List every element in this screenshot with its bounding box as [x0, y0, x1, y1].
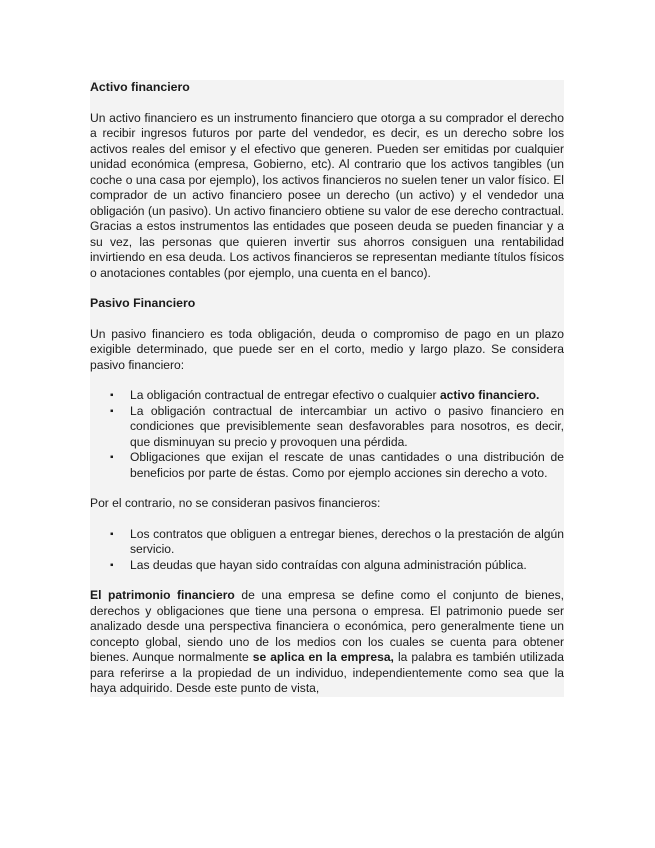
- list-item: [90, 527, 564, 558]
- list-item: [90, 450, 564, 481]
- list-item-text: Los contratos que obliguen a entregar bienes, derechos o la prestación de algún servicio.: [130, 526, 564, 556]
- list-item-text: Las deudas que hayan sido contraídas con alguna administración pública.: [130, 557, 527, 572]
- patrimonio-bold-mid: se aplica en la empresa,: [252, 650, 394, 664]
- list-item-text: Obligaciones que exijan el rescate de unas cantidades o una distribución de beneficios por parte de éstas. Como por ejemplo acciones sin derecho a voto.: [130, 450, 564, 480]
- bullet-icon: ▪: [110, 528, 114, 540]
- list-item: [90, 388, 564, 404]
- paragraph-activo: Un activo financiero es un instrumento financiero que otorga a su comprador el derecho a recibir ingresos futuros por parte del vendedor, es decir, es un derecho sobre los activos reales del emisor y el efectivo que generen. Pueden ser emitidas por cualquier unidad económica (empresa, Gobierno, etc). Al contrario que los activos tangibles (un coche o una casa por ejemplo), los activos financieros no suelen tener un valor físico. El comprador de un activo financiero posee un derecho (un activo) y el vendedor una obligación (un pasivo). Un activo financiero obtiene su valor de ese derecho contractual. Gracias a estos instrumentos las entidades que poseen deuda se pueden financiar y a su vez, las personas que quieren invertir sus ahorros consiguen una rentabilidad invirtiendo en esa deuda. Los activos financieros se representan mediante títulos físicos o anotaciones contables (por ejemplo, una cuenta en el banco).: [90, 110, 564, 280]
- paragraph-contrary: Por el contrario, no se consideran pasivos financieros:: [90, 496, 381, 510]
- pasivo-list: [90, 388, 564, 481]
- paragraph-patrimonio: [90, 588, 564, 697]
- patrimonio-text-2: la palabra es también utilizada para referirse a la propiedad de un individuo, independientemente como sea que la haya adquirido. Desde este punto de vista,: [90, 650, 564, 695]
- list-item-text: La obligación contractual de intercambiar un activo o pasivo financiero en condiciones que previsiblemente sean desfavorables para nosotros, es decir, que disminuyan su precio y provoquen una pérdida.: [130, 403, 564, 449]
- list-item-text: La obligación contractual de entregar efectivo o cualquier: [130, 388, 440, 402]
- bullet-icon: ▪: [110, 559, 114, 571]
- list-item-bold: activo financiero.: [439, 388, 540, 402]
- paragraph-pasivo-intro: Un pasivo financiero es toda obligación, deuda o compromiso de pago en un plazo exigible determinado, que puede ser en el corto, medio y largo plazo. Se considera pasivo financiero:: [90, 326, 564, 372]
- patrimonio-text-1: de una empresa se define como el conjunto de bienes, derechos y obligaciones que tiene una persona o empresa. El patrimonio puede ser analizado desde una perspectiva financiera o económica, pero generalmente tiene un concepto global, siendo uno de los medios con los cuales se cuenta para obtener bienes. Aunque normalmente: [90, 588, 564, 664]
- patrimonio-lead: El patrimonio financiero: [90, 588, 235, 602]
- list-item: [90, 558, 564, 574]
- bullet-icon: ▪: [110, 390, 114, 401]
- bullet-icon: ▪: [110, 405, 114, 417]
- section-title-activo: Activo financiero: [90, 80, 190, 94]
- document-content: [90, 80, 564, 697]
- list-item: [90, 404, 564, 451]
- non-pasivo-list: [90, 527, 564, 574]
- bullet-icon: ▪: [110, 452, 114, 463]
- section-title-pasivo: Pasivo Financiero: [90, 296, 196, 310]
